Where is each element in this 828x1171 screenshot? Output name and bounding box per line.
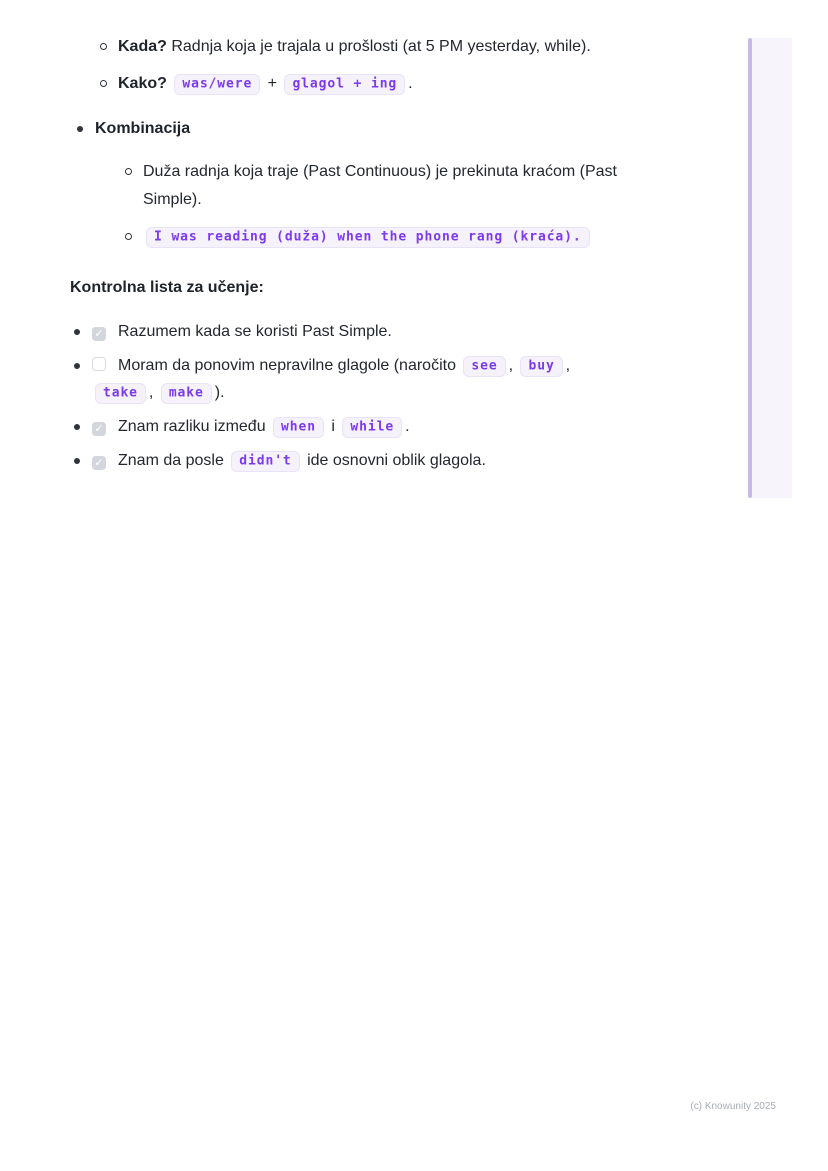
checklist-item-text: Moram da ponovim nepravilne glagole (naročito	[118, 357, 461, 374]
checklist-item-text: Znam razliku između	[118, 418, 271, 435]
checklist-item-text: Znam da posle	[118, 452, 229, 469]
code-while: while	[342, 417, 402, 438]
checklist-heading: Kontrolna lista za učenje:	[70, 279, 264, 296]
code-make: make	[161, 383, 212, 404]
list-item-kako	[70, 70, 630, 98]
separator: ,	[565, 357, 571, 374]
annotation-highlight-strip	[748, 38, 792, 498]
checkbox-checked[interactable]	[92, 327, 106, 341]
document-content	[70, 33, 630, 481]
kako-label: Kako?	[118, 75, 167, 92]
code-buy: buy	[520, 356, 562, 377]
checklist-item	[70, 413, 630, 440]
code-was-were: was/were	[174, 74, 260, 95]
copyright-notice: (c) Knowunity 2025	[690, 1101, 776, 1112]
checkbox-checked[interactable]	[92, 422, 106, 436]
code-example-sentence: I was reading (duža) when the phone rang (kraća).	[146, 227, 590, 248]
code-didnt: didn't	[231, 451, 299, 472]
kako-period: .	[408, 75, 413, 92]
kombinacija-text: Duža radnja koja traje (Past Continuous) je prekinuta kraćom (Past Simple).	[143, 163, 617, 208]
list-item-kombinacija-desc	[95, 158, 630, 214]
closing-text: .	[405, 418, 410, 435]
checklist	[70, 318, 630, 474]
kada-text: Radnja koja je trajala u prošlosti (at 5 PM yesterday, while).	[166, 38, 591, 55]
checklist-item	[70, 318, 630, 345]
kombinacija-sublist	[95, 158, 630, 251]
separator: i	[326, 418, 340, 435]
closing-text: ).	[214, 384, 225, 401]
highlight-panel	[752, 38, 793, 498]
checklist-item-text: Razumem kada se koristi Past Simple.	[118, 323, 392, 340]
code-glagol-ing: glagol + ing	[284, 74, 405, 95]
kombinacija-label: Kombinacija	[95, 120, 191, 137]
list-item-kada	[70, 33, 630, 61]
check-icon: ✓	[94, 456, 104, 469]
kombinacija-list	[70, 115, 630, 251]
list-item-example	[95, 223, 630, 251]
checkbox-checked[interactable]	[92, 456, 106, 470]
check-icon: ✓	[94, 327, 104, 340]
code-take: take	[95, 383, 146, 404]
checklist-item	[70, 352, 630, 406]
separator: ,	[508, 357, 518, 374]
past-continuous-sublist	[70, 33, 630, 98]
check-icon: ✓	[94, 422, 104, 435]
closing-text: ide osnovni oblik glagola.	[302, 452, 486, 469]
kada-label: Kada?	[118, 38, 167, 55]
code-when: when	[273, 417, 324, 438]
code-see: see	[463, 356, 505, 377]
list-item-kombinacija	[70, 115, 630, 251]
checkbox-unchecked[interactable]	[92, 357, 106, 371]
checklist-item	[70, 447, 630, 474]
plus-sign: +	[267, 75, 277, 92]
separator: ,	[148, 384, 158, 401]
